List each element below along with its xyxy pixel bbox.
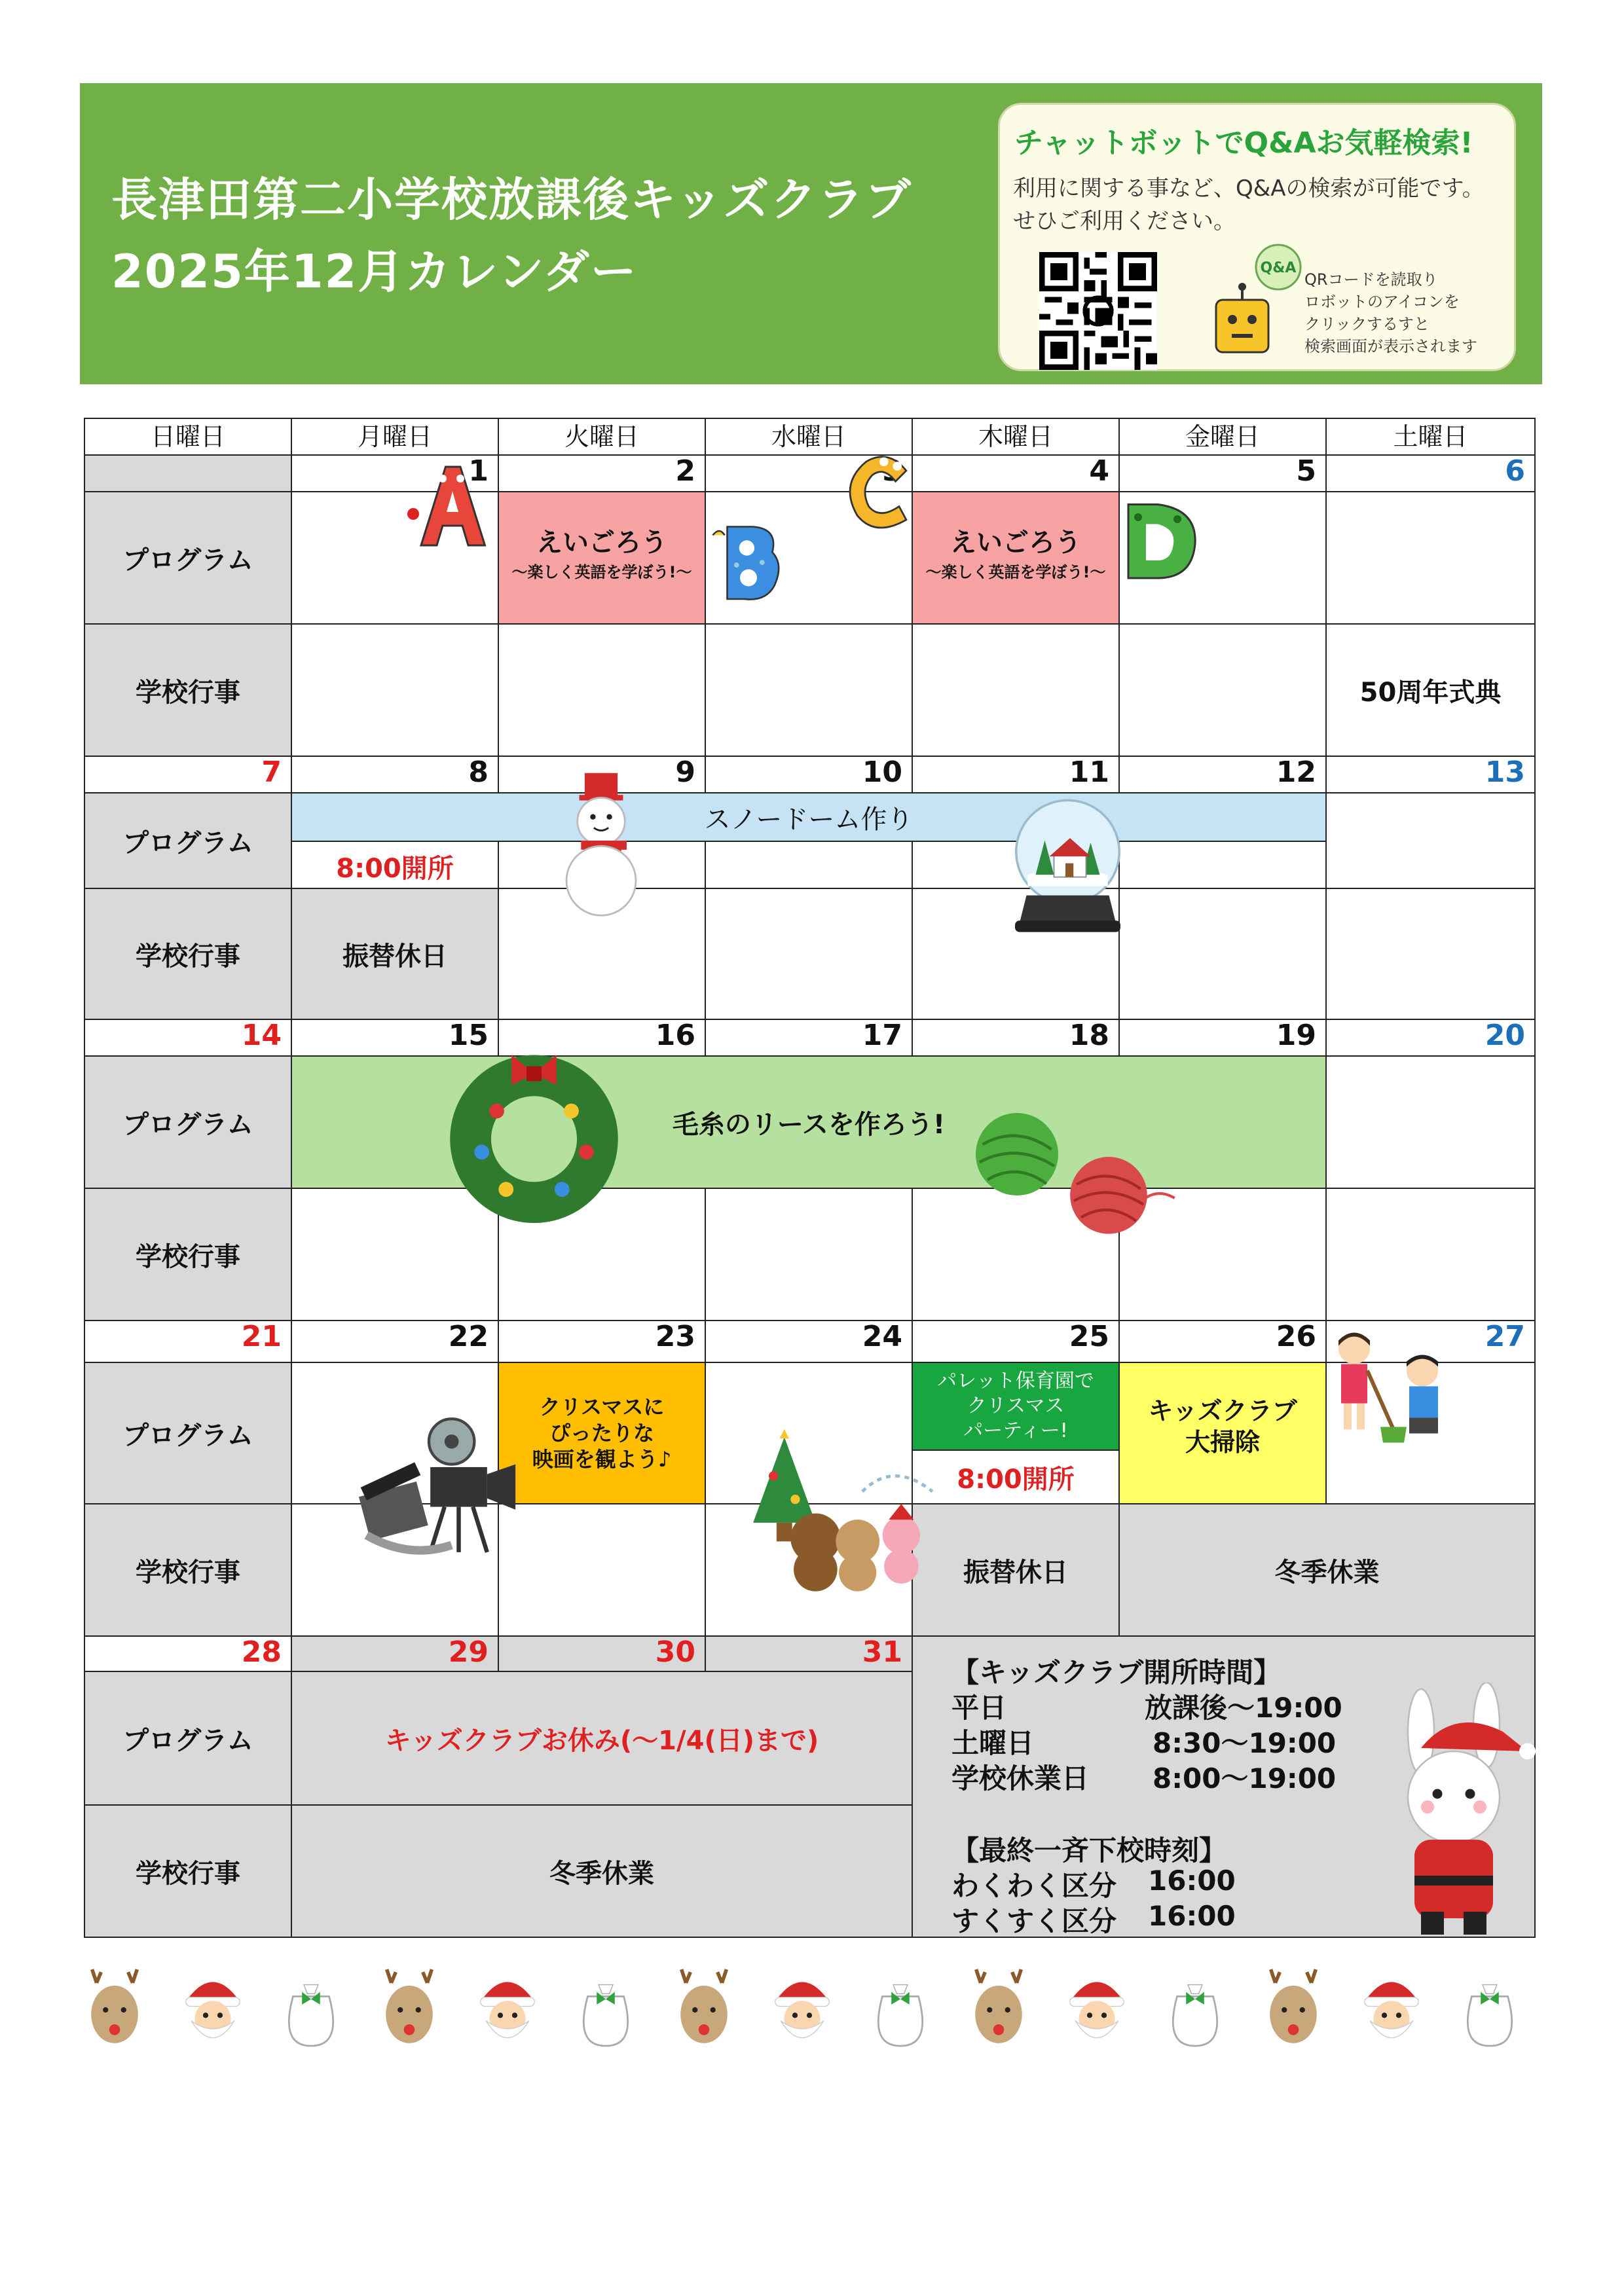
school-cell[interactable]	[705, 1188, 913, 1321]
snow-globe-icon	[1010, 794, 1125, 938]
date-number: 10	[862, 756, 902, 789]
event-movie[interactable]	[498, 1362, 706, 1504]
weekday-header: 水曜日	[705, 418, 913, 456]
date-number: 21	[241, 1320, 282, 1353]
instruction-line: ロボットのアイコンを	[1304, 293, 1460, 311]
date-cell[interactable]	[498, 1320, 706, 1363]
school-event-anniversary[interactable]: 50周年式典	[1325, 623, 1536, 757]
date-cell[interactable]	[705, 756, 913, 793]
qr-code-icon[interactable]	[1039, 252, 1157, 370]
date-number: 24	[862, 1320, 902, 1353]
date-number: 31	[862, 1635, 902, 1669]
chatbot-panel[interactable]	[998, 103, 1516, 371]
date-number: 30	[655, 1635, 695, 1669]
date-number: 26	[1276, 1320, 1316, 1353]
event-title	[937, 1369, 1094, 1444]
weekday-header: 土曜日	[1325, 418, 1536, 456]
date-number: 9	[675, 756, 695, 789]
date-cell[interactable]	[1325, 454, 1536, 492]
date-cell[interactable]	[1325, 756, 1536, 793]
page-title: 長津田第二小学校放課後キッズクラブ	[111, 173, 912, 227]
date-number: 29	[448, 1635, 489, 1669]
row-label-program: プログラム	[84, 1671, 292, 1806]
wreath-icon	[441, 1036, 627, 1223]
footer-decorations	[79, 1964, 1552, 2069]
movie-projector-icon	[352, 1410, 523, 1560]
date-cell[interactable]	[498, 1635, 706, 1672]
event-title	[1148, 1395, 1297, 1458]
instruction-line: クリックするすと	[1304, 315, 1430, 333]
date-cell[interactable]	[84, 1320, 292, 1363]
row-label-program: プログラム	[84, 1362, 292, 1504]
school-cell[interactable]	[291, 623, 499, 757]
robot-icon[interactable]	[1209, 242, 1314, 360]
event-line: 映画を観よう♪	[532, 1447, 672, 1472]
reindeer-icon	[79, 1964, 151, 2056]
reindeer-icon	[668, 1964, 740, 2056]
open-time-label: 8:00開所	[957, 1464, 1075, 1495]
weekday-header: 金曜日	[1118, 418, 1327, 456]
program-cell-english[interactable]	[498, 491, 706, 625]
dismiss-title: 【最終一斉下校時刻】	[951, 1834, 1227, 1867]
event-line: ぴったりな	[549, 1421, 654, 1446]
yarn-ball-red-icon	[1063, 1148, 1177, 1239]
row-label-program: プログラム	[84, 1055, 292, 1189]
row-label-program: プログラム	[84, 792, 292, 889]
date-cell[interactable]	[912, 454, 1120, 492]
reindeer-icon	[963, 1964, 1035, 2056]
hours-label: 平日	[951, 1692, 1007, 1724]
event-line: パーティー!	[963, 1419, 1068, 1442]
program-cell-english[interactable]	[912, 491, 1120, 625]
program-cell[interactable]	[1325, 1055, 1536, 1189]
kids-cleaning-icon	[1315, 1324, 1466, 1452]
date-number: 15	[448, 1019, 489, 1052]
date-number: 17	[862, 1019, 902, 1052]
date-cell[interactable]	[291, 1320, 499, 1363]
date-number: 8	[468, 756, 489, 789]
letter-c-icon	[834, 444, 925, 542]
date-cell[interactable]	[84, 1019, 292, 1057]
event-subtitle: 〜楽しく英語を学ぼう!〜	[925, 563, 1106, 581]
date-number: 4	[1089, 454, 1109, 488]
event-title: 毛糸のリースを作ろう!	[672, 1109, 946, 1140]
instruction-line: QRコードを読取り	[1304, 270, 1438, 289]
gift-bag-icon	[275, 1964, 347, 2056]
row-label-school: 学校行事	[84, 1804, 292, 1938]
date-number: 19	[1276, 1019, 1316, 1052]
hours-time: 放課後〜19:00	[1145, 1692, 1342, 1724]
date-number: 12	[1276, 756, 1316, 789]
date-cell[interactable]	[705, 1320, 913, 1363]
date-number: 2	[675, 454, 695, 488]
gift-bag-icon	[864, 1964, 936, 2056]
date-number: 22	[448, 1320, 489, 1353]
reindeer-icon	[1257, 1964, 1329, 2056]
date-cell[interactable]	[1118, 756, 1327, 793]
chatbot-instructions	[1304, 268, 1477, 357]
hours-time: 8:30〜19:00	[1153, 1727, 1337, 1759]
school-cell[interactable]	[1325, 888, 1536, 1020]
row-label-school: 学校行事	[84, 1503, 292, 1637]
school-cell[interactable]	[1118, 888, 1327, 1020]
dismiss-time: 16:00	[1148, 1865, 1236, 1897]
event-line: 大掃除	[1185, 1428, 1260, 1457]
santa-icon	[1356, 1964, 1428, 2056]
school-cell[interactable]	[912, 623, 1120, 757]
dismiss-label: すくすく区分	[951, 1905, 1117, 1937]
weekday-header: 木曜日	[912, 418, 1120, 456]
date-cell[interactable]	[84, 1635, 292, 1672]
school-cell[interactable]	[1118, 623, 1327, 757]
chatbot-badge: Q&A	[1260, 260, 1297, 276]
chatbot-desc-line1: 利用に関する事など、Q&Aの検索が可能です。	[1013, 175, 1485, 202]
letter-d-icon	[1109, 490, 1207, 588]
date-number: 5	[1296, 454, 1316, 488]
date-cell[interactable]	[912, 756, 1120, 793]
date-cell[interactable]	[1325, 1019, 1536, 1057]
program-cell[interactable]	[1325, 792, 1536, 889]
dismiss-label: わくわく区分	[951, 1870, 1117, 1902]
event-line: パレット保育園で	[937, 1370, 1094, 1393]
santa-icon	[1061, 1964, 1133, 2056]
event-closed[interactable]: キッズクラブお休み(〜1/4(日)まで)	[291, 1671, 913, 1806]
school-cell[interactable]	[705, 623, 913, 757]
hours-title: 【キッズクラブ開所時間】	[951, 1656, 1282, 1688]
row-label-school: 学校行事	[84, 888, 292, 1020]
event-title: スノードーム作り	[704, 804, 913, 835]
date-cell[interactable]	[1118, 1320, 1327, 1363]
event-snowdome[interactable]	[291, 792, 1327, 842]
weekday-header: 月曜日	[291, 418, 499, 456]
date-number: 1	[468, 454, 489, 488]
letter-b-icon	[706, 516, 791, 614]
gift-bag-icon	[1454, 1964, 1526, 2056]
letter-a-icon	[401, 457, 500, 555]
date-cell[interactable]	[498, 454, 706, 492]
date-number: 27	[1485, 1320, 1525, 1353]
reindeer-icon	[373, 1964, 445, 2056]
event-subtitle: 〜楽しく英語を学ぼう!〜	[511, 563, 692, 581]
chatbot-desc-line2: せひご利用ください。	[1013, 208, 1236, 234]
christmas-animals-icon	[745, 1429, 948, 1593]
event-line: キッズクラブ	[1148, 1396, 1297, 1425]
school-cell[interactable]	[498, 1503, 706, 1637]
date-cell[interactable]	[705, 1019, 913, 1057]
event-title: えいごろう	[950, 528, 1081, 558]
school-event-winter-break[interactable]: 冬季休業	[1118, 1503, 1536, 1637]
row-label-school: 学校行事	[84, 1188, 292, 1321]
date-cell[interactable]	[291, 756, 499, 793]
school-event-holiday[interactable]: 振替休日	[912, 1503, 1120, 1637]
date-cell[interactable]	[291, 1635, 499, 1672]
date-number: 28	[241, 1635, 282, 1669]
date-cell[interactable]	[912, 1019, 1120, 1057]
event-title	[532, 1394, 671, 1472]
date-number: 14	[241, 1019, 282, 1052]
gift-bag-icon	[1159, 1964, 1231, 2056]
row-label-school: 学校行事	[84, 623, 292, 757]
yarn-ball-green-icon	[968, 1105, 1066, 1203]
date-number: 25	[1069, 1320, 1109, 1353]
date-number: 7	[261, 756, 282, 789]
event-line: クリスマス	[967, 1394, 1065, 1417]
date-cell-empty	[84, 454, 292, 492]
date-number: 13	[1485, 756, 1525, 789]
snowman-icon	[555, 771, 647, 922]
date-number: 11	[1069, 756, 1109, 789]
open-time-label: 8:00開所	[336, 853, 454, 884]
school-event-holiday[interactable]: 振替休日	[291, 888, 499, 1020]
date-number: 18	[1069, 1019, 1109, 1052]
school-event-winter-break[interactable]: 冬季休業	[291, 1804, 913, 1938]
hours-label: 学校休業日	[951, 1762, 1090, 1795]
instruction-line: 検索画面が表示されます	[1304, 337, 1477, 355]
santa-rabbit-icon	[1372, 1683, 1536, 1938]
date-cell[interactable]	[912, 1320, 1120, 1363]
gift-bag-icon	[570, 1964, 642, 2056]
event-line: クリスマスに	[539, 1394, 665, 1419]
santa-icon	[766, 1964, 838, 2056]
weekday-header: 日曜日	[84, 418, 292, 456]
school-cell[interactable]	[705, 888, 913, 1020]
event-cleaning[interactable]	[1118, 1362, 1327, 1504]
date-cell[interactable]	[1118, 1019, 1327, 1057]
date-number: 23	[655, 1320, 695, 1353]
hours-label: 土曜日	[951, 1727, 1035, 1759]
date-cell[interactable]	[1118, 454, 1327, 492]
date-number: 20	[1485, 1019, 1525, 1052]
date-cell[interactable]	[84, 756, 292, 793]
santa-icon	[177, 1964, 249, 2056]
header-banner	[80, 83, 1542, 384]
hours-time: 8:00〜19:00	[1153, 1762, 1337, 1795]
date-number: 16	[655, 1019, 695, 1052]
date-number: 6	[1505, 454, 1525, 488]
row-label-program: プログラム	[84, 491, 292, 625]
dismiss-time: 16:00	[1148, 1900, 1236, 1932]
school-cell[interactable]	[498, 623, 706, 757]
santa-icon	[471, 1964, 544, 2056]
weekday-header: 火曜日	[498, 418, 706, 456]
date-cell[interactable]	[705, 1635, 913, 1672]
program-cell[interactable]	[1325, 491, 1536, 625]
event-title: えいごろう	[536, 528, 667, 558]
page-subtitle: 2025年12月カレンダー	[111, 245, 638, 299]
chatbot-title: チャットボットでQ&Aお気軽検索!	[1014, 126, 1473, 160]
school-cell[interactable]	[1325, 1188, 1536, 1321]
